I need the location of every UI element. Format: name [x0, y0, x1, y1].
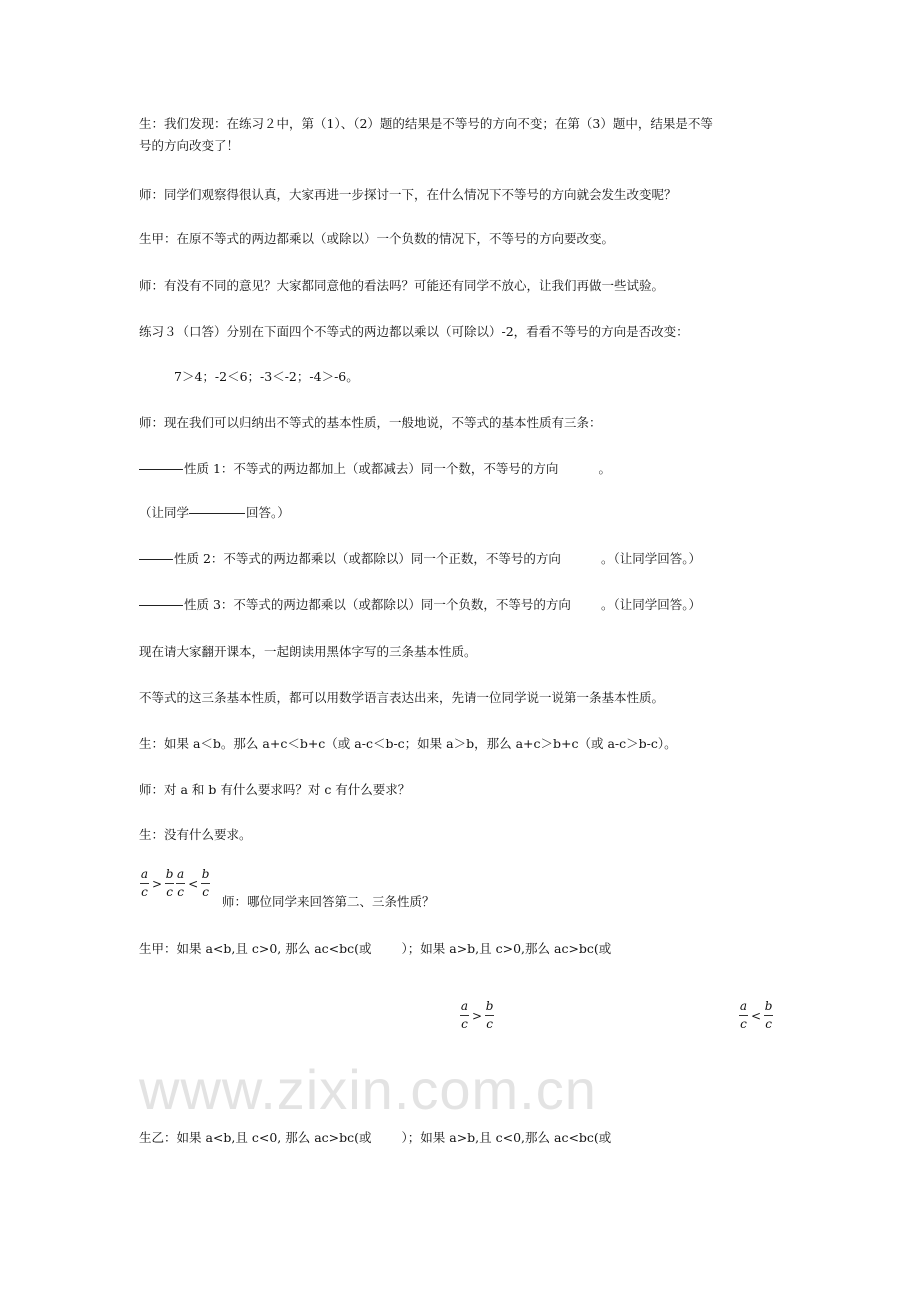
paragraph: 生：我们发现：在练习２中，第（1）、（2）题的结果是不等号的方向不变；在第（3）题中，结果是不等	[139, 116, 713, 131]
paragraph: 师：同学们观察得很认真，大家再进一步探讨一下，在什么情况下不等号的方向就会发生改变呢？	[139, 187, 677, 202]
blank-line	[139, 605, 183, 606]
paragraph: 师：现在我们可以归纳出不等式的基本性质，一般地说，不等式的基本性质有三条：	[139, 415, 602, 430]
property-2: 性质 2：不等式的两边都乘以（或都除以）同一个正数，不等号的方向 。（让同学回答。）	[139, 551, 701, 567]
blank-line	[139, 559, 173, 560]
property-1: 性质 1：不等式的两边都加上（或都减去）同一个数，不等号的方向 。	[139, 461, 611, 477]
paragraph: 师：有没有不同的意见？大家都同意他的看法吗？可能还有同学不放心，让我们再做一些试验。	[139, 278, 665, 293]
paragraph: 生甲：在原不等式的两边都乘以（或除以）一个负数的情况下，不等号的方向要改变。	[139, 231, 615, 246]
blank-line	[139, 469, 183, 470]
paragraph: 号的方向改变了！	[139, 138, 240, 153]
paragraph: 练习３（口答）分别在下面四个不等式的两边都以乘以（可除以）-2，看看不等号的方向是否改变：	[139, 324, 689, 339]
fraction-a-c-gt-b-c: $\frac{a}{c}$ > $\frac{b}{c}$	[460, 999, 494, 1031]
paragraph: 现在请大家翻开课本，一起朗读用黑体字写的三条基本性质。	[139, 644, 477, 659]
paragraph: 师：对 a 和 b 有什么要求吗？对 c 有什么要求？	[139, 782, 411, 797]
watermark: www.zixin.com.cn	[139, 1058, 597, 1121]
inequalities: 7＞4；-2＜6；-3＜-2；-4＞-6。	[174, 369, 359, 384]
property-3: 性质 3：不等式的两边都乘以（或都除以）同一个负数，不等号的方向 。（让同学回答。）	[139, 597, 701, 613]
blank-line	[189, 513, 245, 514]
fraction-inequalities: $\frac{a}{c}$ > $\frac{b}{c}$ $\frac{a}{c}$ < $\frac{b}{c}$	[140, 867, 210, 899]
paragraph: 生：如果 a＜b。那么 a+c＜b+c（或 a-c＜b-c；如果 a＞b，那么 a+c＞b+c（或 a-c＞b-c）。	[139, 736, 677, 751]
answer-note: （让同学 回答。）	[139, 505, 290, 520]
fraction-a-c-lt-b-c: $\frac{a}{c}$ < $\frac{b}{c}$	[739, 999, 773, 1031]
paragraph: 生甲：如果 a<b,且 c>0, 那么 ac<bc(或 ）；如果 a>b,且 c>0,那么 ac>bc(或	[139, 941, 612, 956]
paragraph: 生：没有什么要求。	[139, 827, 252, 842]
fraction-a-over-c: $\frac{a}{c}$	[140, 867, 149, 899]
fraction-b-over-c: $\frac{b}{c}$	[165, 867, 174, 899]
paragraph: 生乙：如果 a<b,且 c<0, 那么 ac>bc(或 ）；如果 a>b,且 c<0,那么 ac<bc(或	[139, 1130, 612, 1145]
paragraph: 师：哪位同学来回答第二、三条性质？	[222, 894, 435, 909]
fraction-a-over-c: $\frac{a}{c}$	[176, 867, 185, 899]
paragraph: 不等式的这三条基本性质，都可以用数学语言表达出来，先请一位同学说一说第一条基本性质。	[139, 690, 665, 705]
fraction-b-over-c: $\frac{b}{c}$	[201, 867, 210, 899]
